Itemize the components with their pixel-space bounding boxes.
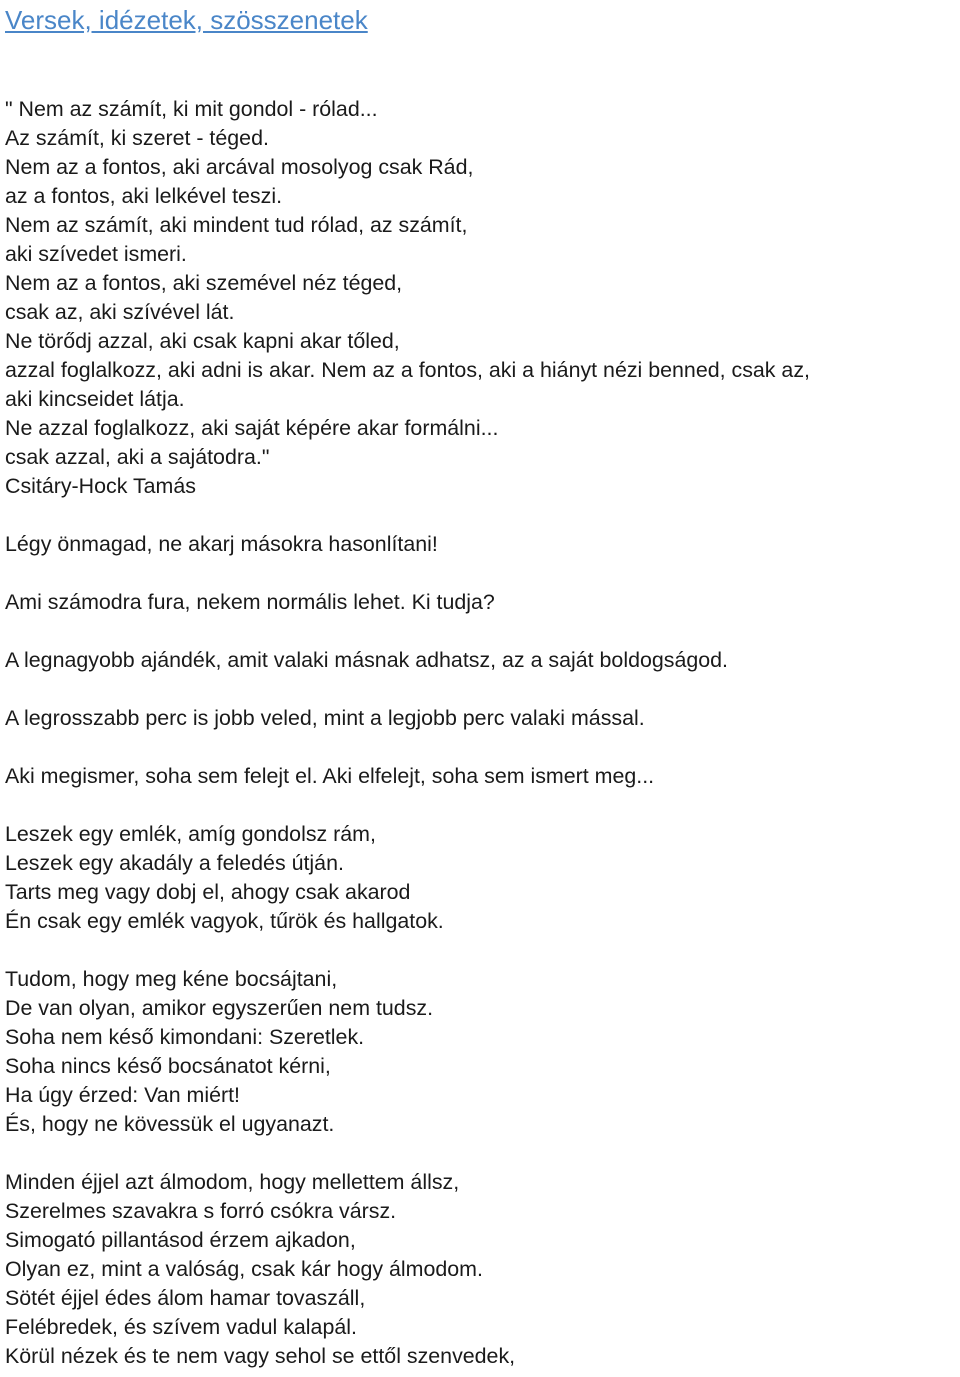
spacer bbox=[5, 936, 960, 965]
poem-block-2 bbox=[5, 820, 960, 936]
poem-line: Soha nem késő kimondani: Szeretlek. bbox=[5, 1025, 365, 1049]
poem-block-3 bbox=[5, 965, 960, 1139]
spacer bbox=[5, 675, 960, 704]
quote-line: Ami számodra fura, nekem normális lehet. Ki tudja? bbox=[5, 590, 495, 614]
poem-line: Én csak egy emlék vagyok, tűrök és hallgatok. bbox=[5, 909, 444, 933]
poem-line: Leszek egy akadály a feledés útján. bbox=[5, 851, 344, 875]
poem-line: De van olyan, amikor egyszerűen nem tudsz. bbox=[5, 996, 434, 1020]
poem-line: Körül nézek és te nem vagy sehol se ettől szenvedek, bbox=[5, 1344, 516, 1368]
spacer bbox=[5, 617, 960, 646]
poem-line: Simogató pillantásod érzem ajkadon, bbox=[5, 1228, 356, 1252]
quote-line: A legnagyobb ajándék, amit valaki másnak adhatsz, az a saját boldogságod. bbox=[5, 648, 728, 672]
poem-line: Ne törődj azzal, aki csak kapni akar tőled, bbox=[5, 329, 400, 353]
poem-line: azzal foglalkozz, aki adni is akar. Nem az a fontos, aki a hiányt nézi benned, csak az, bbox=[5, 358, 810, 382]
poem-line: aki szívedet ismeri. bbox=[5, 242, 187, 266]
poem-line: Olyan ez, mint a valóság, csak kár hogy álmodom. bbox=[5, 1257, 483, 1281]
poem-line: csak az, aki szívével lát. bbox=[5, 300, 235, 324]
poem-line: Minden éjjel azt álmodom, hogy mellettem állsz, bbox=[5, 1170, 460, 1194]
poem-line: Sötét éjjel édes álom hamar tovaszáll, bbox=[5, 1286, 366, 1310]
poem-line: Az számít, ki szeret - téged. bbox=[5, 126, 269, 150]
poem-line: És, hogy ne kövessük el ugyanazt. bbox=[5, 1112, 335, 1136]
poem-block-1 bbox=[5, 95, 960, 501]
spacer bbox=[5, 733, 960, 762]
poem-line: Tudom, hogy meg kéne bocsájtani, bbox=[5, 967, 338, 991]
poem-line: Nem az számít, aki mindent tud rólad, az számít, bbox=[5, 213, 468, 237]
poem-author: Csitáry-Hock Tamás bbox=[5, 474, 196, 498]
spacer bbox=[5, 559, 960, 588]
poem-line: Felébredek, és szívem vadul kalapál. bbox=[5, 1315, 357, 1339]
quote-line: A legrosszabb perc is jobb veled, mint a legjobb perc valaki mással. bbox=[5, 706, 645, 730]
quote-line: Aki megismer, soha sem felejt el. Aki elfelejt, soha sem ismert meg... bbox=[5, 764, 655, 788]
poem-line: Szerelmes szavakra s forró csókra vársz. bbox=[5, 1199, 397, 1223]
poem-line: Soha nincs késő bocsánatot kérni, bbox=[5, 1054, 331, 1078]
spacer bbox=[5, 501, 960, 530]
poem-block-4 bbox=[5, 1168, 960, 1371]
poem-line: Tarts meg vagy dobj el, ahogy csak akarod bbox=[5, 880, 411, 904]
poem-line: Leszek egy emlék, amíg gondolsz rám, bbox=[5, 822, 376, 846]
poem-line: az a fontos, aki lelkével teszi. bbox=[5, 184, 283, 208]
document-body bbox=[5, 95, 960, 1371]
poem-line: aki kincseidet látja. bbox=[5, 387, 185, 411]
poem-line: Ne azzal foglalkozz, aki saját képére akar formálni... bbox=[5, 416, 499, 440]
poem-line: Ha úgy érzed: Van miért! bbox=[5, 1083, 241, 1107]
spacer bbox=[5, 791, 960, 820]
poem-line: " Nem az számít, ki mit gondol - rólad... bbox=[5, 97, 378, 121]
poem-line: Nem az a fontos, aki arcával mosolyog csak Rád, bbox=[5, 155, 474, 179]
poem-line: Nem az a fontos, aki szemével néz téged, bbox=[5, 271, 403, 295]
quote-line: Légy önmagad, ne akarj másokra hasonlítani! bbox=[5, 532, 438, 556]
poem-line: csak azzal, aki a sajátodra." bbox=[5, 445, 270, 469]
page-title-link[interactable]: Versek, idézetek, szösszenetek bbox=[5, 5, 368, 35]
spacer bbox=[5, 1139, 960, 1168]
